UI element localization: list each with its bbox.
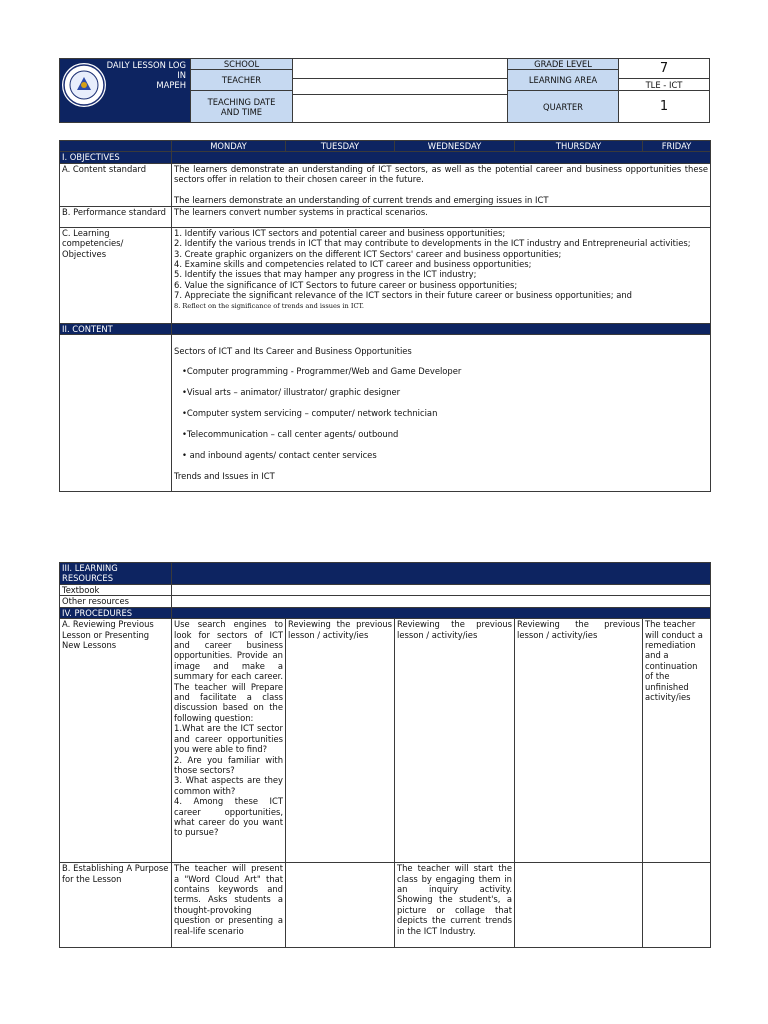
header-table (59, 58, 710, 123)
objectives-section-bar (172, 152, 711, 163)
header-title: DAILY LESSON LOG IN MAPEH (106, 60, 186, 90)
review-friday-cell[interactable]: The teacher will conduct a remediation and a continuation of the unfinished activity/ies (643, 619, 711, 863)
procedures-table (59, 562, 711, 948)
school-label: SCHOOL (191, 59, 293, 70)
review-wednesday-cell[interactable]: Reviewing the previous lesson / activity/ies (395, 619, 515, 863)
purpose-tuesday-cell[interactable] (286, 863, 395, 948)
day-header-blank (60, 141, 172, 152)
procedures-block (59, 562, 711, 948)
competency-item: 2. Identify the various trends in ICT that may contribute to developments in the ICT industry and Entrepreneurial activities; (174, 238, 691, 249)
quarter-label: QUARTER (508, 91, 619, 123)
competency-item: 3. Create graphic organizers on the different ICT Sectors' career and business opportunities; (174, 248, 562, 259)
content-section-label: II. CONTENT (60, 323, 172, 334)
other-resources-label: Other resources (60, 596, 172, 607)
teaching-date-field[interactable] (293, 95, 508, 123)
header-title-cell (60, 59, 191, 123)
content-section-bar (172, 323, 711, 334)
learning-area-value[interactable]: TLE - ICT (619, 79, 710, 91)
performance-standard-text[interactable]: The learners convert number systems in practical scenarios. (172, 206, 711, 227)
quarter-value[interactable]: 1 (619, 91, 710, 123)
content-line: •Visual arts – animator/ illustrator/ graphic designer (174, 387, 401, 398)
resources-section-label: III. LEARNING RESOURCES (60, 563, 172, 585)
deped-seal-icon (62, 63, 106, 107)
content-cell[interactable] (172, 335, 711, 492)
textbook-label: Textbook (60, 585, 172, 596)
review-monday-cell[interactable]: Use search engines to look for sectors of ICT and career business opportunities. Provide an image and make a summary for each career. The teacher will Prepare and facilitate a class discussion based on the following question: 1.What are the ICT sector and career opportunities you were able to find? 2. Are you familiar with those sectors? 3. What aspects are they common with? 4. Among these ICT career opportunities, what career do you want to pursue? (172, 619, 286, 863)
objectives-section-label: I. OBJECTIVES (60, 152, 172, 163)
review-tuesday-cell[interactable]: Reviewing the previous lesson / activity/ies (286, 619, 395, 863)
day-header-monday: MONDAY (172, 141, 286, 152)
content-standard-text-2: The learners demonstrate an understanding of current trends and emerging issues in ICT (174, 194, 549, 205)
header-block (59, 58, 710, 123)
procedures-section-bar (172, 607, 711, 618)
day-header-thursday: THURSDAY (515, 141, 643, 152)
content-line: •Telecommunication – call center agents/ outbound (174, 428, 399, 439)
purpose-monday-cell[interactable]: The teacher will present a "Word Cloud Art" that contains keywords and terms. Asks students a thought-provoking question or presenting a real-life scenario (172, 863, 286, 948)
competency-item: 5. Identify the issues that may hamper any progress in the ICT industry; (174, 269, 477, 280)
day-header-wednesday: WEDNESDAY (395, 141, 515, 152)
content-standard-label: A. Content standard (60, 163, 172, 206)
learning-area-label: LEARNING AREA (508, 70, 619, 91)
content-line: Sectors of ICT and Its Career and Business Opportunities (174, 345, 412, 356)
teacher-label: TEACHER (191, 70, 293, 91)
content-standard-cell[interactable] (172, 163, 711, 206)
competencies-cell[interactable] (172, 227, 711, 323)
review-thursday-cell[interactable]: Reviewing the previous lesson / activity/ies (515, 619, 643, 863)
textbook-field[interactable] (172, 585, 711, 596)
day-header-friday: FRIDAY (643, 141, 711, 152)
grade-level-label: GRADE LEVEL (508, 59, 619, 70)
procedures-section-label: IV. PROCEDURES (60, 607, 172, 618)
purpose-thursday-cell[interactable] (515, 863, 643, 948)
purpose-wednesday-cell[interactable]: The teacher will start the class by engaging them in an inquiry activity. Showing the student's, a picture or collage that depicts the current trends in the ICT Industry. (395, 863, 515, 948)
resources-section-bar (172, 563, 711, 585)
competency-item: 1. Identify various ICT sectors and potential career and business opportunities; (174, 227, 506, 238)
competencies-label: C. Learning competencies/ Objectives (60, 227, 172, 323)
competency-item: 6. Value the significance of ICT Sectors to future career or business opportunities; (174, 279, 518, 290)
day-header-tuesday: TUESDAY (286, 141, 395, 152)
purpose-lesson-label: B. Establishing A Purpose for the Lesson (60, 863, 172, 948)
other-resources-field[interactable] (172, 596, 711, 607)
content-line: Trends and Issues in ICT (174, 470, 275, 481)
competency-item-8: 8. Reflect on the significance of trends and issues in ICT. (174, 301, 365, 310)
performance-standard-label: B. Performance standard (60, 206, 172, 227)
competency-item: 4. Examine skills and competencies related to ICT career and business opportunities; (174, 259, 532, 270)
purpose-friday-cell[interactable] (643, 863, 711, 948)
content-line: •Computer system servicing – computer/ network technician (174, 408, 438, 419)
content-label-cell (60, 335, 172, 492)
objectives-table (59, 140, 711, 492)
grade-level-value[interactable]: 7 (619, 59, 710, 79)
teaching-date-label: TEACHING DATE AND TIME (191, 91, 293, 123)
content-line: •Computer programming - Programmer/Web and Game Developer (174, 366, 462, 377)
competency-item: 7. Appreciate the significant relevance of the ICT sectors in their future career or business opportunities; and (174, 290, 632, 301)
school-field[interactable] (293, 59, 508, 79)
content-standard-text-1: The learners demonstrate an understanding of ICT sectors, as well as the potential career and business opportunities these sectors offer in relation to their chosen career in the future. (174, 163, 708, 185)
content-line: • and inbound agents/ contact center services (174, 449, 377, 460)
objectives-block (59, 140, 711, 492)
review-lesson-label: A. Reviewing Previous Lesson or Presenting New Lessons (60, 619, 172, 863)
teacher-field[interactable] (293, 79, 508, 95)
